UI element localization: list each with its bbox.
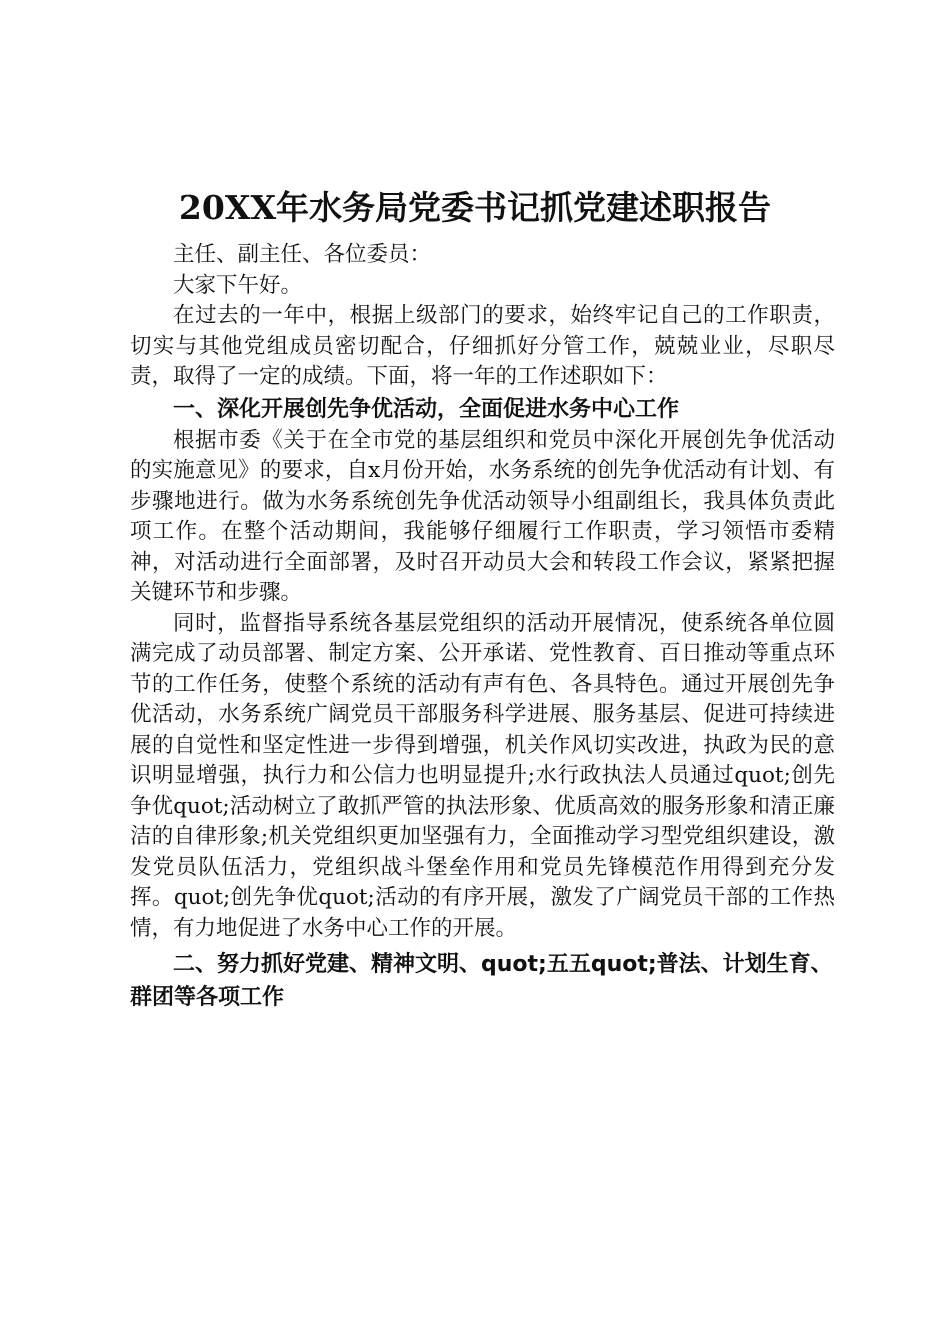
salutation: 主任、副主任、各位委员：: [173, 242, 432, 267]
greeting: 大家下午好。: [173, 272, 303, 298]
document-title: 20XX年水务局党委书记抓党建述职报告: [178, 188, 772, 227]
document-body: [130, 240, 835, 1014]
section-1-heading: 一、深化开展创先争优活动，全面促进水务中心工作: [173, 396, 680, 422]
section-1-paragraph-1: 根据市委《关于在全市党的基层组织和党员中深化开展创先争优活动的实施意见》的要求，自x月份开始，水务系统的创先争优活动有计划、有步骤地进行。做为水务系统创先争优活动领导小组副组长，我具体负责此项工作。在整个活动期间，我能够仔细履行工作职责，学习领悟市委精神，对活动进行全面部署，及时召开动员大会和转段工作会议，紧紧把握关键环节和步骤。: [130, 427, 835, 605]
section-2-heading: 二、努力抓好党建、精神文明、quot;五五quot;普法、计划生育、群团等各项工作: [130, 952, 833, 1010]
intro-paragraph: 在过去的一年中，根据上级部门的要求，始终牢记自己的工作职责，切实与其他党组成员密切配合，仔细抓好分管工作，兢兢业业，尽职尽责，取得了一定的成绩。下面，将一年的工作述职如下：: [130, 303, 835, 389]
section-1-paragraph-2: 同时，监督指导系统各基层党组织的活动开展情况，使系统各单位圆满完成了动员部署、制定方案、公开承诺、党性教育、百日推动等重点环节的工作任务，使整个系统的活动有声有色、各具特色。通过开展创先争优活动，水务系统广阔党员干部服务科学进展、服务基层、促进可持续进展的自觉性和坚定性进一步得到增强，机关作风切实改进，执政为民的意识明显增强，执行力和公信力也明显提升;水行政执法人员通过quot;创先争优quot;活动树立了敢抓严管的执法形象、优质高效的服务形象和清正廉洁的自律形象;机关党组织更加坚强有力，全面推动学习型党组织建设，激发党员队伍活力，党组织战斗堡垒作用和党员先锋模范作用得到充分发挥。quot;创先争优quot;活动的有序开展，激发了广阔党员干部的工作热情，有力地促进了水务中心工作的开展。: [130, 610, 835, 941]
